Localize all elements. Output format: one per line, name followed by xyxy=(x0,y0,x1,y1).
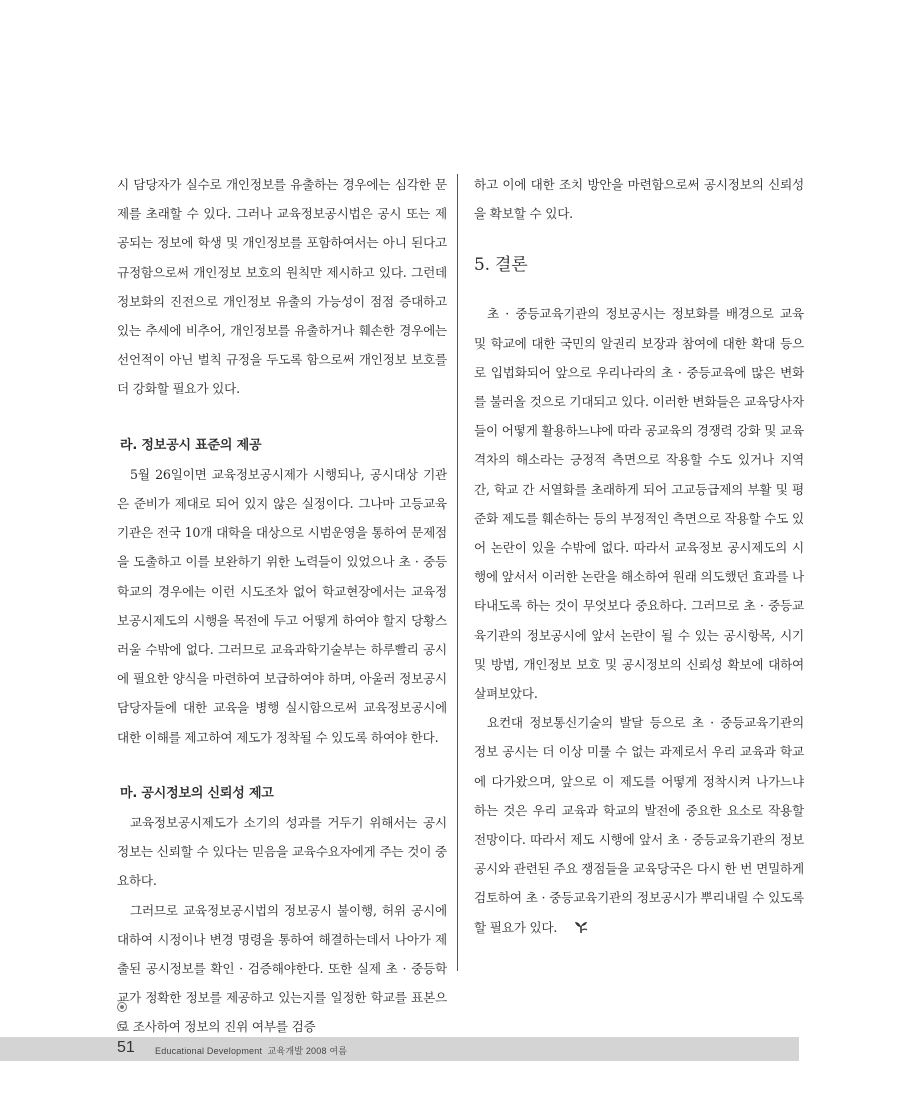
footer-journal xyxy=(155,1044,347,1057)
circle-bullet-icon xyxy=(117,1002,127,1012)
page-number: 51 xyxy=(117,1039,135,1056)
chapter-heading-conclusion: 5. 결론 xyxy=(474,255,528,276)
sprout-end-mark-icon xyxy=(561,915,588,944)
section-heading-ma: 마. 공시정보의 신뢰성 제고 xyxy=(120,785,274,801)
journal-issue: 교육개발 2008 여름 xyxy=(267,1046,348,1056)
paragraph: 하고 이에 대한 조치 방안을 마련함으로써 공시정보의 신뢰성을 확보할 수 있다. xyxy=(474,177,804,222)
paragraph-last xyxy=(474,708,804,944)
paragraph: 시 담당자가 실수로 개인정보를 유출하는 경우에는 심각한 문제를 초래할 수 있다. 그러나 교육정보공시법은 공시 또는 제공되는 정보에 학생 및 개인정보를 포함하여서는 아니 된다고 규정함으로써 개인정보 보호의 원칙만 제시하고 있다. 그런데 정보화의 진전으로 개인정보 유출의 가능성이 점점 증대하고 있는 추세에 비추어, 개인정보를 유출하거나 훼손한 경우에는 선언적이 아닌 벌칙 규정을 두도록 함으로써 개인정보 보호를 더 강화할 필요가 있다. xyxy=(117,177,447,397)
journal-name: Educational Development xyxy=(155,1046,263,1056)
paragraph-text: 요컨대 정보통신기술의 발달 등으로 초 · 중등교육기관의 정보 공시는 더 이상 미룰 수 없는 과제로서 우리 교육과 학교에 다가왔으며, 앞으로 이 제도를 어떻게 정착시켜 나가느냐 하는 것은 우리 교육과 학교의 발전에 중요한 요소로 작용할 전망이다. 따라서 제도 시행에 앞서 초 · 중등교육기관의 정보공시와 관련된 주요 쟁점들을 교육당국은 다시 한 번 면밀하게 검토하여 초 · 중등교육기관의 정보공시가 뿌리내릴 수 있도록 할 필요가 있다. xyxy=(474,715,804,935)
paragraph: 교육정보공시제도가 소기의 성과를 거두기 위해서는 공시정보는 신뢰할 수 있다는 믿음을 교육수요자에게 주는 것이 중요하다. xyxy=(117,815,447,889)
paragraph: 그러므로 교육정보공시법의 정보공시 불이행, 허위 공시에 대하여 시정이나 변경 명령을 통하여 해결하는데서 나아가 제출된 공시정보를 확인 · 검증해야한다. 또한 실제 초 · 중등학교가 정확한 정보를 제공하고 있는지를 일정한 학교를 표본으로 조사하여 정보의 진위 여부를 검증 xyxy=(117,902,447,1035)
circle-bullet-icon xyxy=(117,1021,127,1031)
section-heading-ra: 라. 정보공시 표준의 제공 xyxy=(120,437,262,453)
paragraph: 5월 26일이면 교육정보공시제가 시행되나, 공시대상 기관은 준비가 제대로 되어 있지 않은 실정이다. 그나마 고등교육기관은 전국 10개 대학을 대상으로 시범운영을 통하여 문제점을 도출하고 이를 보완하기 위한 노력들이 있었으나 초 · 중등학교의 경우에는 이런 시도조차 없어 학교현장에서는 교육정보공시제도의 시행을 목전에 두고 어떻게 하여야 할지 당황스러울 수밖에 없다. 그러므로 교육과학기술부는 하루빨리 공시에 필요한 양식을 마련하여 보급하여야 하며, 아울러 정보공시 담당자들에 대한 교육을 병행 실시함으로써 교육정보공시에 대한 이해를 제고하여 제도가 정착될 수 있도록 하여야 한다. xyxy=(117,466,447,745)
right-column xyxy=(474,170,804,944)
column-divider xyxy=(457,174,458,971)
paragraph: 초 · 중등교육기관의 정보공시는 정보화를 배경으로 교육 및 학교에 대한 국민의 알권리 보장과 참여에 대한 확대 등으로 입법화되어 앞으로 우리나라의 초 · 중등교육에 많은 변화를 불러올 것으로 기대되고 있다. 이러한 변화들은 교육당사자들이 어떻게 활용하느냐에 따라 공교육의 경쟁력 강화 및 교육격차의 해소라는 긍정적 측면으로 작용할 수도 있거나 지역 간, 학교 간 서열화를 초래하게 되어 고교등급제의 부활 및 평준화 제도를 훼손하는 등의 부정적인 측면으로 작용할 수도 있어 논란이 있을 수밖에 없다. 따라서 교육정보 공시제도의 시행에 앞서서 이러한 논란을 해소하여 원래 의도했던 효과를 나타내도록 하는 것이 무엇보다 중요하다. 그러므로 초 · 중등교육기관의 정보공시에 앞서 논란이 될 수 있는 공시항목, 시기 및 방법, 개인정보 보호 및 공시정보의 신뢰성 확보에 대하여 살펴보았다. xyxy=(474,306,804,702)
left-column xyxy=(117,170,447,1042)
decorative-bullets xyxy=(117,1002,129,1040)
